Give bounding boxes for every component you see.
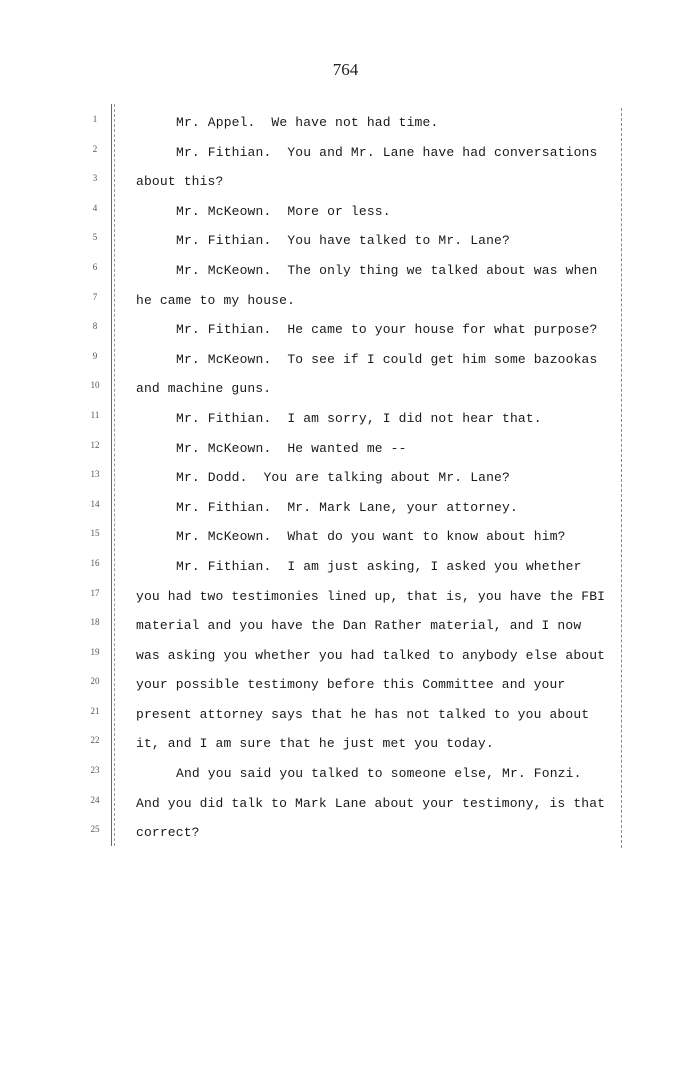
line-number: 9 xyxy=(92,350,98,361)
line-number: 11 xyxy=(90,409,100,420)
transcript-line xyxy=(0,615,691,645)
line-text: Mr. Fithian. You have talked to Mr. Lane? xyxy=(176,233,510,249)
transcript-line xyxy=(0,142,691,172)
line-text: Mr. Appel. We have not had time. xyxy=(176,115,439,130)
line-text: correct? xyxy=(136,825,200,841)
line-text: present attorney says that he has not talked to you about xyxy=(136,706,590,722)
transcript-line xyxy=(0,378,691,408)
line-number: 5 xyxy=(92,232,98,243)
transcript-line xyxy=(0,290,691,320)
transcript-line xyxy=(0,822,691,852)
transcript-line xyxy=(0,319,691,349)
line-number: 23 xyxy=(90,765,100,776)
line-number: 24 xyxy=(90,794,100,805)
line-text: Mr. McKeown. What do you want to know about him? xyxy=(176,529,566,545)
line-number: 2 xyxy=(92,143,98,154)
transcript-line xyxy=(0,526,691,556)
line-number: 1 xyxy=(92,114,98,124)
line-number: 17 xyxy=(90,587,100,598)
line-number: 25 xyxy=(90,824,100,835)
line-text: your possible testimony before this Committee and your xyxy=(136,677,566,693)
line-text: Mr. McKeown. More or less. xyxy=(176,203,391,219)
transcript-line xyxy=(0,467,691,497)
transcript-body xyxy=(0,112,691,852)
line-number: 19 xyxy=(90,646,100,657)
line-number: 8 xyxy=(92,321,98,332)
line-number: 12 xyxy=(90,439,100,450)
line-text: he came to my house. xyxy=(136,292,296,308)
page-number: 764 xyxy=(332,60,359,79)
transcript-line xyxy=(0,171,691,201)
line-number: 20 xyxy=(90,676,100,687)
transcript-line xyxy=(0,438,691,468)
line-number: 15 xyxy=(90,528,100,539)
transcript-line xyxy=(0,556,691,586)
line-number: 4 xyxy=(92,202,98,213)
transcript-line xyxy=(0,408,691,438)
transcript-line xyxy=(0,201,691,231)
line-number: 10 xyxy=(90,380,100,391)
line-number: 3 xyxy=(92,173,98,184)
line-text: about this? xyxy=(136,174,224,190)
transcript-line xyxy=(0,349,691,379)
transcript-line xyxy=(0,733,691,763)
transcript-line xyxy=(0,763,691,793)
transcript-line xyxy=(0,586,691,616)
line-text: Mr. Fithian. Mr. Mark Lane, your attorney. xyxy=(176,499,518,515)
transcript-line xyxy=(0,674,691,704)
line-text: Mr. Fithian. He came to your house for what purpose? xyxy=(176,322,598,338)
line-text: And you said you talked to someone else, Mr. Fonzi. xyxy=(176,766,582,782)
line-text: Mr. Dodd. You are talking about Mr. Lane? xyxy=(176,470,510,486)
transcript-line xyxy=(0,645,691,675)
line-text: Mr. McKeown. He wanted me -- xyxy=(176,440,407,456)
line-text: material and you have the Dan Rather material, and I now xyxy=(136,618,582,634)
line-text: Mr. McKeown. The only thing we talked about was when xyxy=(176,262,598,278)
line-text: it, and I am sure that he just met you today. xyxy=(136,736,494,752)
transcript-line xyxy=(0,704,691,734)
line-number: 21 xyxy=(90,705,100,716)
transcript-line xyxy=(0,112,691,142)
transcript-line xyxy=(0,230,691,260)
line-number: 13 xyxy=(90,469,100,480)
line-number: 18 xyxy=(90,617,100,628)
line-text: and machine guns. xyxy=(136,381,272,397)
line-text: you had two testimonies lined up, that is, you have the FBI xyxy=(136,588,606,604)
line-number: 16 xyxy=(90,557,100,568)
transcript-line xyxy=(0,260,691,290)
transcript-line xyxy=(0,793,691,823)
line-text: And you did talk to Mark Lane about your testimony, is that xyxy=(136,795,606,811)
line-text: Mr. McKeown. To see if I could get him some bazookas xyxy=(176,351,598,367)
line-number: 7 xyxy=(92,291,98,302)
line-text: Mr. Fithian. You and Mr. Lane have had conversations xyxy=(176,144,598,160)
line-number: 14 xyxy=(90,498,100,509)
line-number: 22 xyxy=(90,735,100,746)
line-text: was asking you whether you had talked to anybody else about xyxy=(136,647,606,663)
transcript-line xyxy=(0,497,691,527)
line-text: Mr. Fithian. I am just asking, I asked you whether xyxy=(176,558,582,574)
line-text: Mr. Fithian. I am sorry, I did not hear that. xyxy=(176,410,542,426)
line-number: 6 xyxy=(92,261,98,272)
